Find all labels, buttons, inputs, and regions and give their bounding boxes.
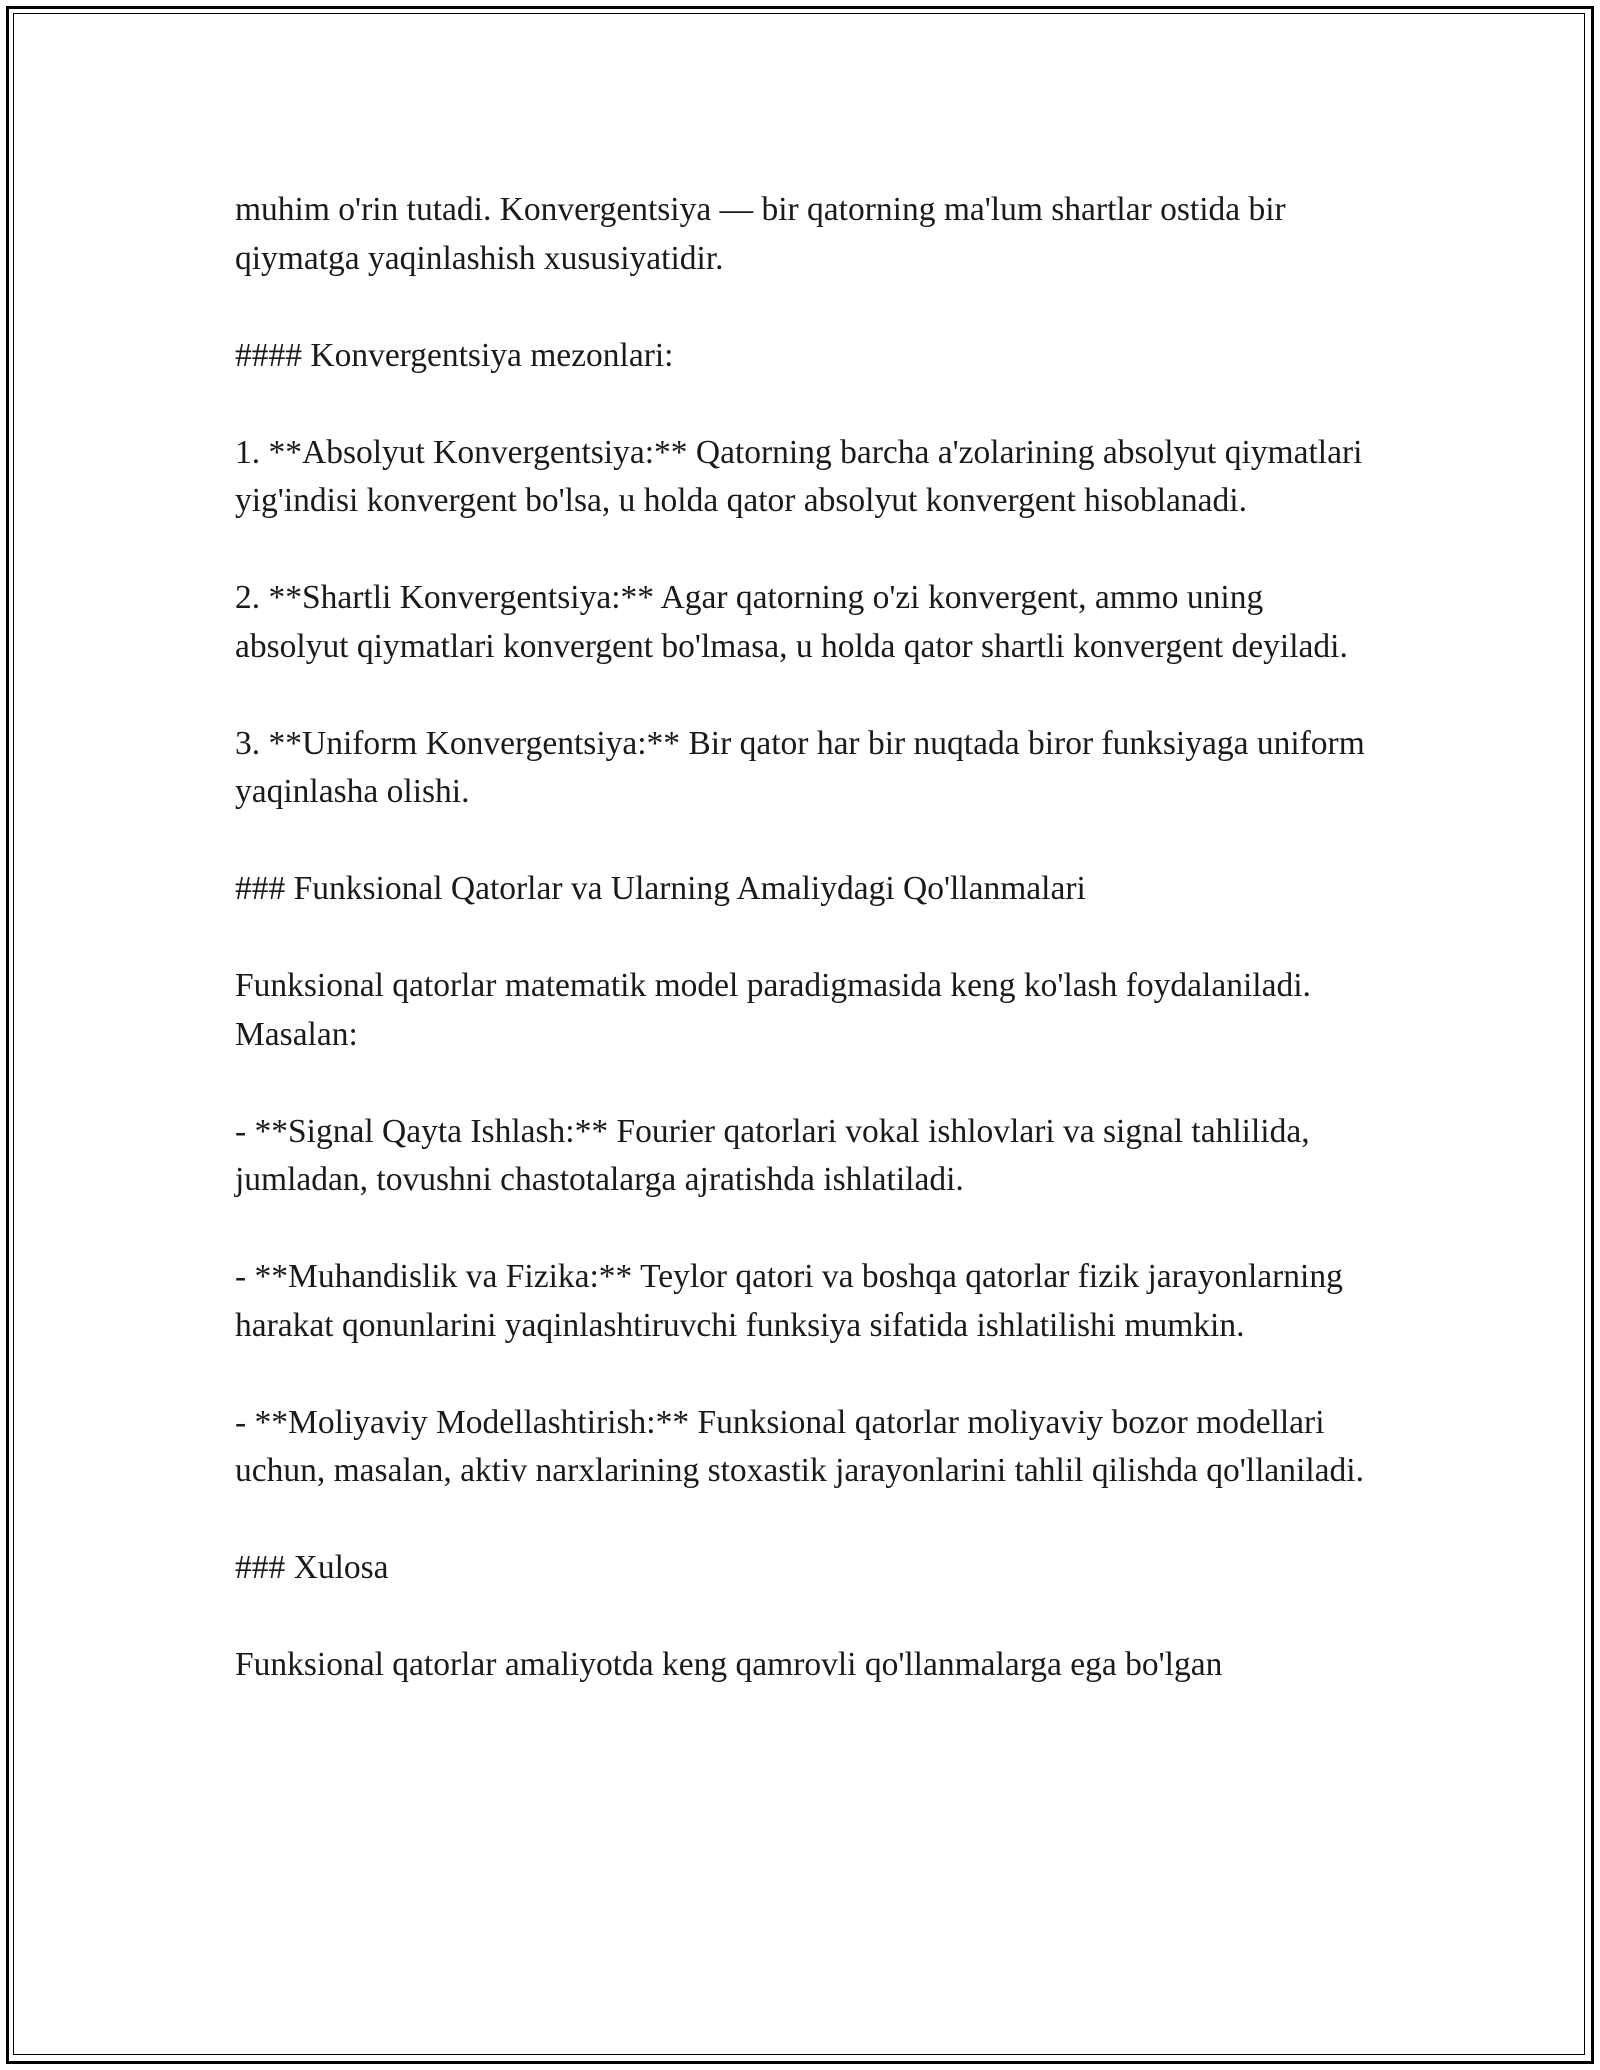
bullet-moliyaviy: - **Moliyaviy Modellashtirish:** Funksional qatorlar moliyaviy bozor modellari uchun, masalan, aktiv narxlarining stoxastik jarayonlarini tahlil qilishda qo'llaniladi. [235, 1403, 1364, 1489]
paragraph-intro-continuation: muhim o'rin tutadi. Konvergentsiya — bir qatorning ma'lum shartlar ostida bir qiymatga yaqinlashish xususiyatidir. [235, 191, 1286, 277]
paragraph-funksional-intro: Funksional qatorlar matematik model paradigmasida keng ko'lash foydalaniladi. Masalan: [235, 967, 1311, 1053]
heading-konvergentsiya-mezonlari: #### Konvergentsiya mezonlari: [235, 336, 674, 374]
heading-funksional-qatorlar: ### Funksional Qatorlar va Ularning Amaliydagi Qo'llanmalari [235, 870, 1086, 907]
heading-xulosa: ### Xulosa [235, 1549, 389, 1586]
list-item-uniform: 3. **Uniform Konvergentsiya:** Bir qator har bir nuqtada biror funksiyaga uniform yaqinlasha olishi. [235, 724, 1365, 810]
list-item-shartli: 2. **Shartli Konvergentsiya:** Agar qatorning o'zi konvergent, ammo uning absolyut qiymatlari konvergent bo'lmasa, u holda qator shartli konvergent deyiladi. [235, 579, 1348, 665]
paragraph-xulosa: Funksional qatorlar amaliyotda keng qamrovli qo'llanmalarga ega bo'lgan [235, 1646, 1223, 1683]
bullet-signal: - **Signal Qayta Ishlash:** Fourier qatorlari vokal ishlovlari va signal tahlilida, jumladan, tovushni chastotalarga ajratishda ishlatiladi. [235, 1112, 1310, 1198]
document-body [235, 186, 1380, 1738]
list-item-absolyut: 1. **Absolyut Konvergentsiya:** Qatorning barcha a'zolarining absolyut qiymatlari yig'indisi konvergent bo'lsa, u holda qator absolyut konvergent hisoblanadi. [235, 433, 1363, 519]
bullet-muhandislik: - **Muhandislik va Fizika:** Teylor qatori va boshqa qatorlar fizik jarayonlarning harakat qonunlarini yaqinlashtiruvchi funksiya sifatida ishlatilishi mumkin. [235, 1258, 1343, 1344]
